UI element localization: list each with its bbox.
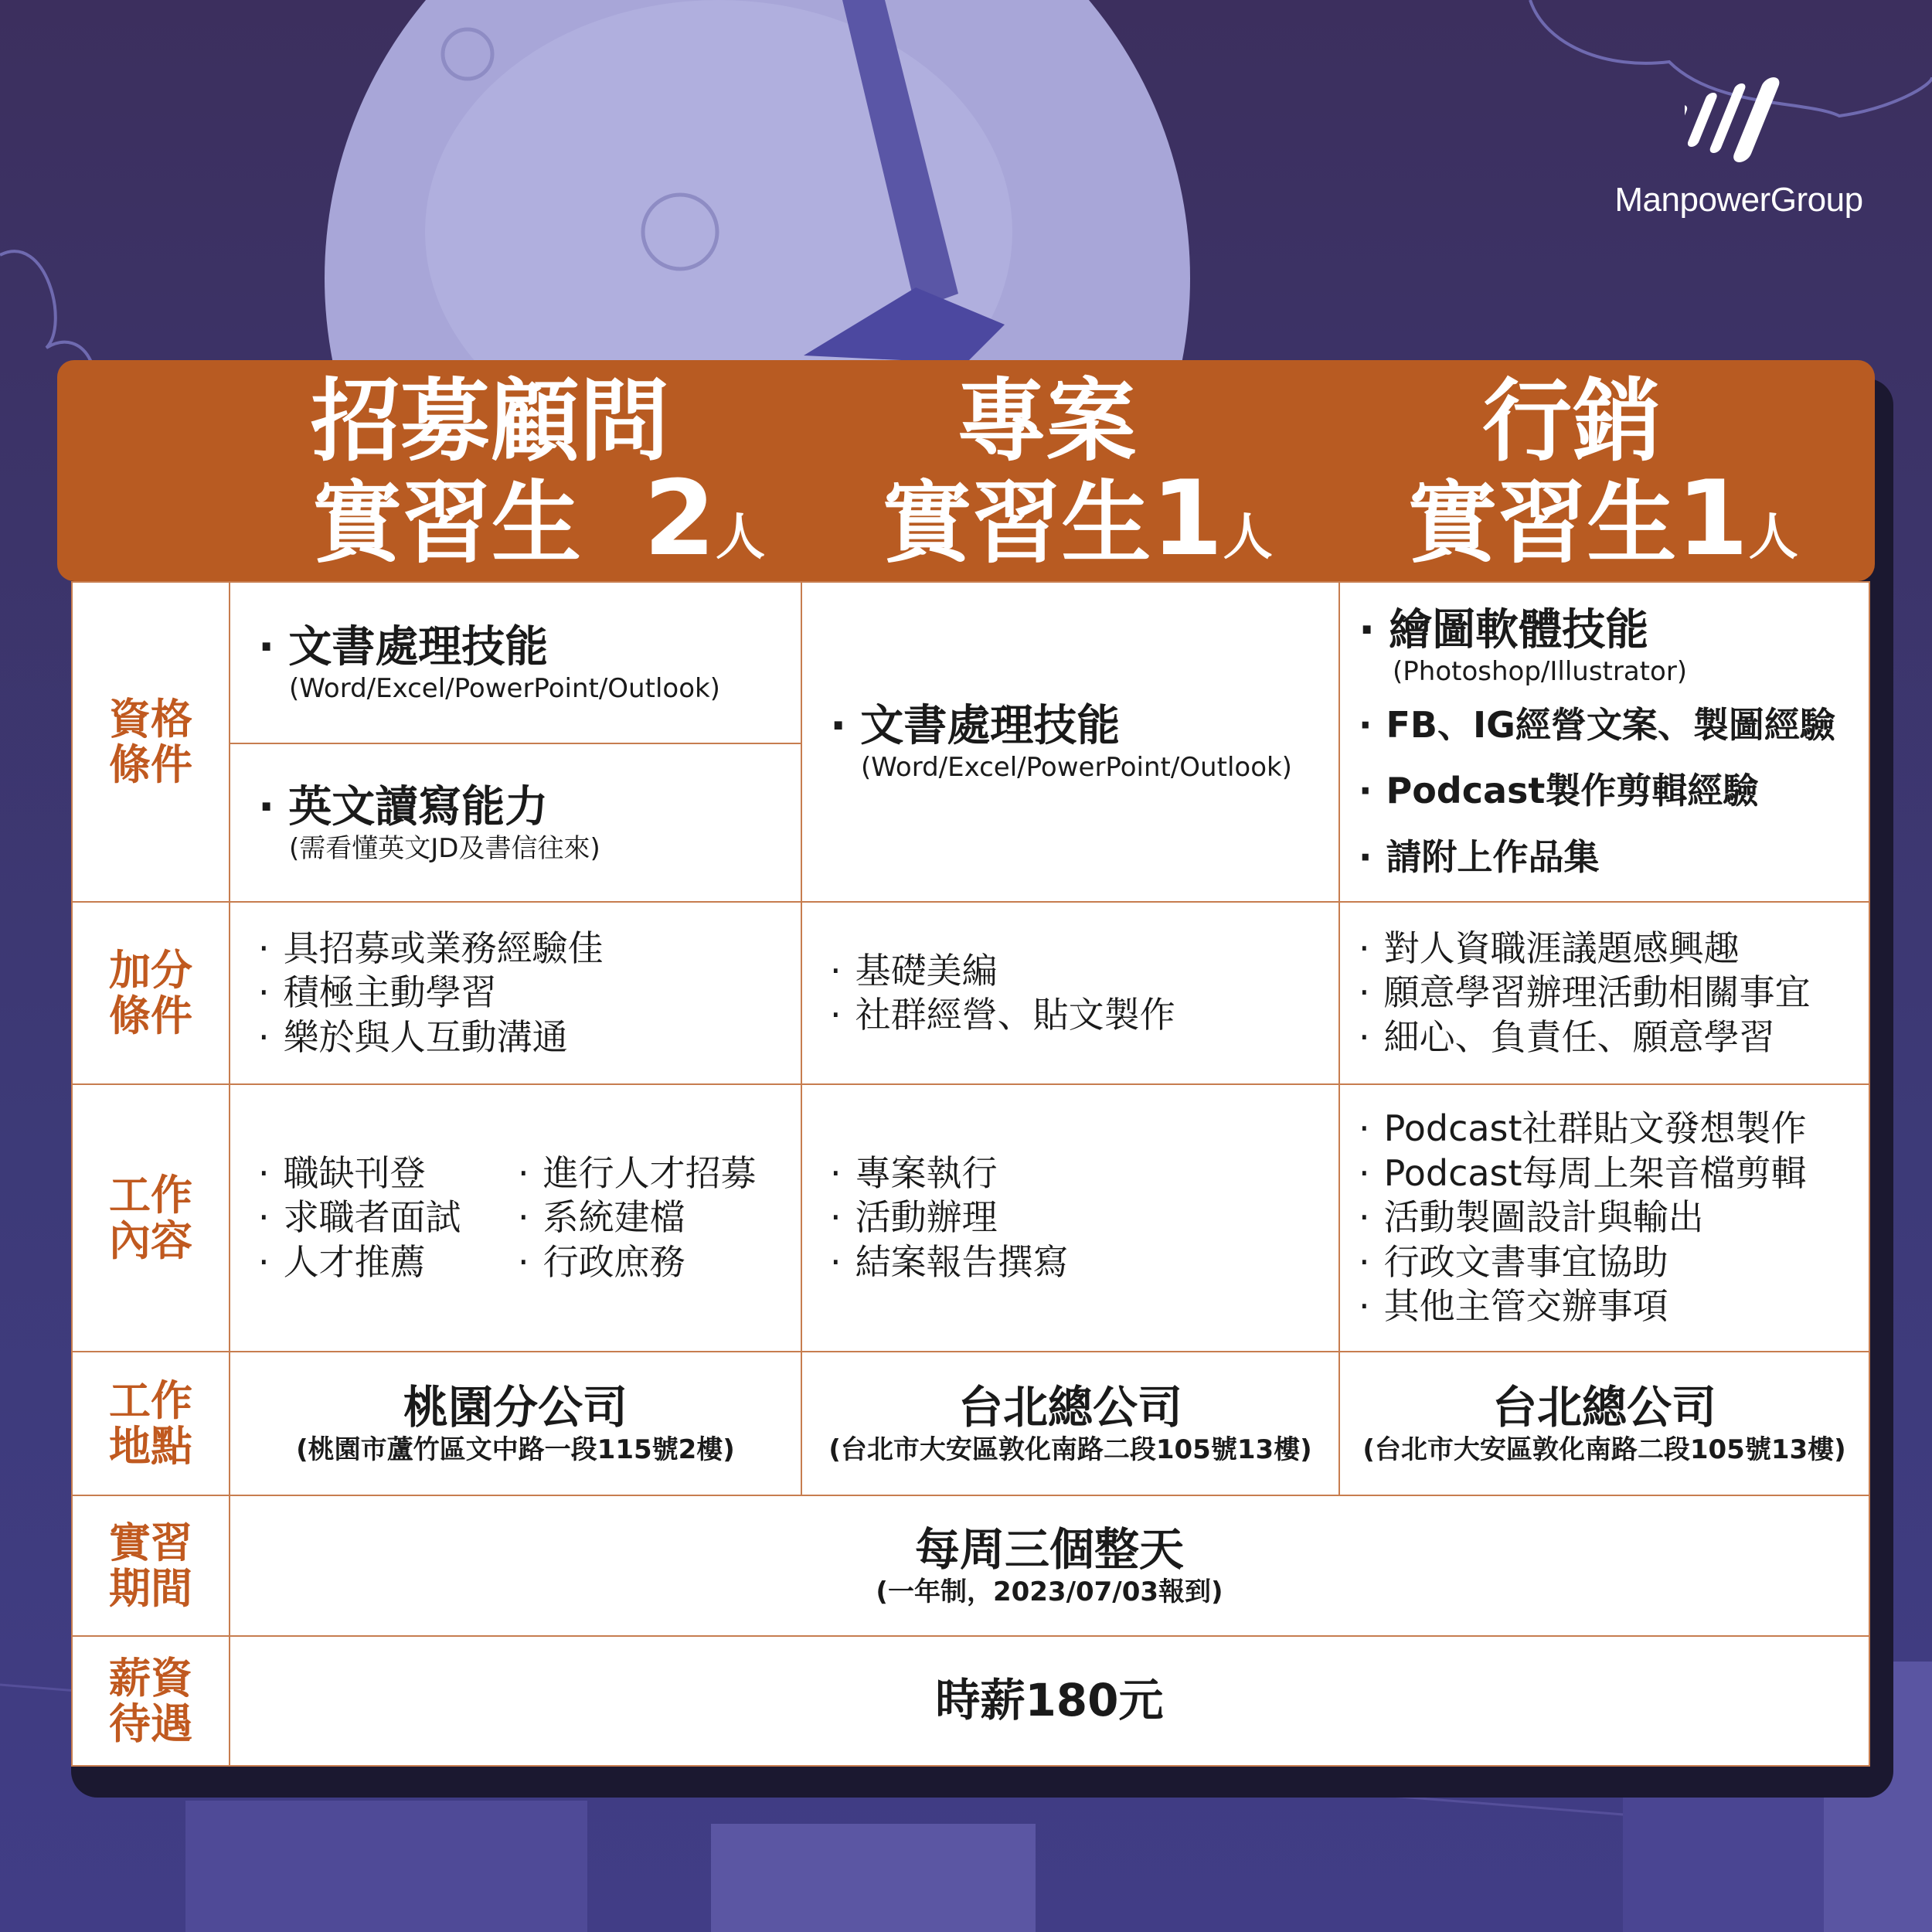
header-marketing-title: 行銷 [1482,369,1662,474]
row-label-bonus: 加分 條件 [72,902,230,1084]
list-item: · 職缺刊登 [258,1151,518,1196]
bonus-project [801,902,1339,1084]
salary-main: 時薪180元 [935,1674,1164,1727]
location-recruit-address: (桃園市蘆竹區文中路一段115號2樓) [296,1434,735,1466]
row-duties [72,1084,1869,1352]
qual-marketing-item4: · 請附上作品集 [1359,835,1869,880]
qual-recruit-item1: · 文書處理技能 [258,621,801,673]
row-qualifications [72,582,1869,902]
qual-marketing-note1: (Photoshop/Illustrator) [1393,655,1688,687]
row-label-salary: 薪資 待遇 [72,1636,230,1766]
row-location [72,1352,1869,1495]
header-project-count: 實習生1人 [882,458,1273,579]
qual-marketing-item3: · Podcast製作剪輯經驗 [1359,769,1869,814]
list-item: · 活動製圖設計與輸出 [1359,1196,1869,1240]
list-item: · 對人資職涯議題感興趣 [1359,927,1869,971]
qual-project-note1: (Word/Excel/PowerPoint/Outlook) [861,752,1292,784]
list-item: · 樂於與人互動溝通 [258,1015,801,1060]
header-recruit-count: 實習生 2人 [312,458,766,579]
row-label-period: 實習 期間 [72,1495,230,1636]
list-item: · 行政庶務 [518,1240,777,1285]
qual-recruit [230,582,801,902]
duties-marketing [1339,1084,1869,1352]
list-item: · 專案執行 [830,1151,1338,1196]
bonus-marketing [1339,902,1869,1084]
qual-recruit-note1: (Word/Excel/PowerPoint/Outlook) [289,672,720,704]
row-salary [72,1636,1869,1766]
qual-marketing-item2: · FB、IG經營文案、製圖經驗 [1359,703,1869,748]
location-recruit-name: 桃園分公司 [403,1380,628,1434]
row-label-location: 工作 地點 [72,1352,230,1495]
list-item: · 活動辦理 [830,1196,1338,1240]
list-item: · Podcast每周上架音檔剪輯 [1359,1151,1869,1196]
qual-recruit-note2: (需看懂英文JD及書信往來) [289,832,600,864]
list-item: · 願意學習辦理活動相關事宜 [1359,971,1869,1015]
header-recruit-title: 招募顧問 [311,369,669,474]
period-note: (一年制，2023/07/03報到) [876,1577,1223,1608]
bonus-recruit [230,902,801,1084]
row-label-qualifications: 資格 條件 [72,582,230,902]
header-recruit [250,360,766,581]
list-item: · 基礎美編 [830,949,1338,994]
duties-recruit [230,1084,801,1352]
list-item: · 求職者面試 [258,1196,518,1240]
list-item: · 人才推薦 [258,1240,518,1285]
duties-project [801,1084,1339,1352]
location-project-address: (台北市大安區敦化南路二段105號13樓) [828,1434,1312,1466]
row-label-duties: 工作 內容 [72,1084,230,1352]
list-item: · 社群經營、貼文製作 [830,993,1338,1038]
list-item: · 積極主動學習 [258,971,801,1015]
period-main: 每周三個整天 [914,1522,1184,1576]
manpowergroup-logo [1592,77,1886,219]
list-item: · 細心、負責任、願意學習 [1359,1015,1869,1060]
header-marketing-count: 實習生1人 [1407,458,1798,579]
location-marketing [1339,1352,1869,1495]
position-header [57,360,1875,581]
list-item: · 其他主管交辦事項 [1359,1284,1869,1329]
internship-table [71,581,1870,1767]
qual-project [801,582,1339,902]
header-marketing [1363,360,1842,581]
list-item: · 系統建檔 [518,1196,777,1240]
row-period [72,1495,1869,1636]
list-item: · 進行人才招募 [518,1151,777,1196]
qual-project-item1: · 文書處理技能 [830,700,1338,752]
location-marketing-name: 台北總公司 [1492,1380,1716,1434]
location-project-name: 台北總公司 [957,1380,1182,1434]
list-item: · 結案報告撰寫 [830,1240,1338,1285]
location-marketing-address: (台北市大安區敦化南路二段105號13樓) [1362,1434,1846,1466]
header-project [838,360,1317,581]
qual-recruit-item2: · 英文讀寫能力 [258,781,801,833]
period-value [230,1495,1869,1636]
manpower-mark-icon [1685,77,1793,170]
list-item: · Podcast社群貼文發想製作 [1359,1107,1869,1151]
header-project-title: 專案 [957,369,1136,474]
qual-marketing-item1: · 繪圖軟體技能 [1359,604,1869,656]
qual-marketing [1339,582,1869,902]
list-item: · 具招募或業務經驗佳 [258,927,801,971]
brand-name: ManpowerGroup [1614,181,1863,219]
location-recruit [230,1352,801,1495]
row-bonus [72,902,1869,1084]
list-item: · 行政文書事宜協助 [1359,1240,1869,1285]
location-project [801,1352,1339,1495]
salary-value [230,1636,1869,1766]
